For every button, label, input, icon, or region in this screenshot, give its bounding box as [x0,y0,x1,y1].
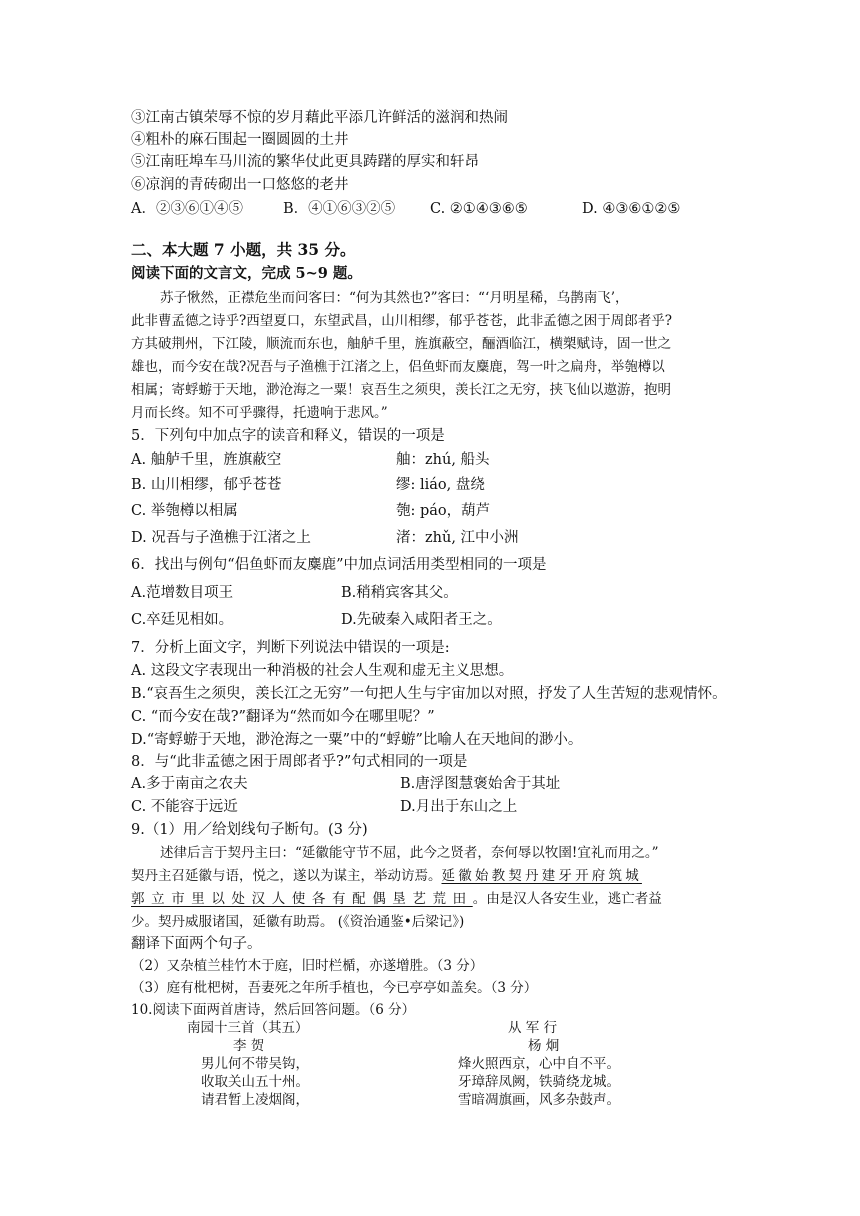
passage-line-1: 苏子愀然，正襟危坐而问客曰：“何为其然也?”客曰：“‘月明星稀，乌鹊南飞’， [160,290,629,306]
poem2-author: 杨 炯 [528,1038,560,1054]
q9-translate-stem: 翻译下面两个句子。 [131,936,262,952]
q5-option-a-gloss: 舳：zhú, 船头 [396,452,490,468]
sort-option-d: D. ④③⑥①②⑤ [582,201,681,217]
q8-option-d: D.月出于东山之上 [400,799,518,815]
q8-stem: 8．与“此非孟德之困于周郎者乎?”句式相同的一项是 [131,754,468,770]
q5-option-d: D. 况吾与子渔樵于江渚之上 [131,530,311,546]
q8-option-b: B.唐浮图慧褒始舍于其址 [400,776,561,792]
sort-item-4: ④粗朴的麻石围起一圈圆圆的土井 [131,132,349,148]
poem1-line-2: 收取关山五十州。 [201,1074,309,1090]
sort-item-3: ③江南古镇荣辱不惊的岁月藉此平添几许鲜活的滋润和热闹 [131,110,508,126]
sort-option-c: C. ②①④③⑥⑤ [430,201,528,217]
q5-option-c-gloss: 匏: páo，葫芦 [396,503,491,519]
q7-option-c: C. “而今安在哉?”翻译为“然而如今在哪里呢？” [131,709,435,725]
poem1-title: 南园十三首（其五） [187,1020,309,1036]
q5-option-b: B. 山川相缪，郁乎苍苍 [131,477,282,493]
poem1-line-3: 请君暂上凌烟阁， [201,1092,309,1108]
q9-passage-line-2 [131,866,642,886]
q9-sub-3: （3）庭有枇杷树，吾妻死之年所手植也，今已亭亭如盖矣。（3 分） [131,980,538,996]
q9-passage-line-4: 少。契丹威服诸国，延徽有助焉。 (《资治通鉴•后梁记》) [131,914,465,930]
poem2-line-2: 牙璋辞凤阙，铁骑绕龙城。 [458,1074,620,1090]
q5-option-c: C. 举匏樽以相属 [131,503,238,519]
sort-options [131,199,680,219]
q7-option-a: A. 这段文字表现出一种消极的社会人生观和虚无主义思想。 [131,663,514,679]
q9-passage-line-1: 述律后言于契丹主曰：“延徽能守节不屈，此今之贤者，奈何辱以牧圉!宜礼而用之。” [160,845,659,861]
q7-stem: 7．分析上面文字，判断下列说法中错误的一项是: [131,640,450,656]
q9-passage-line-3 [131,889,662,909]
q9-passage-line-2-plain: 契丹主召延徽与语，悦之，遂以为谋主，举动访焉。 [131,868,442,884]
q6-option-a: A.范增数目项王 [131,585,234,601]
sort-item-6: ⑥凉润的青砖砌出一口悠悠的老井 [131,177,349,193]
q9-stem: 9.（1）用／给划线句子断句。(3 分) [131,822,368,838]
q7-option-d: D.“寄蜉蝣于天地，渺沧海之一粟”中的“蜉蝣”比喻人在天地间的渺小。 [131,732,583,748]
q9-passage-line-3-plain: 。由是汉人各安生业，逃亡者益 [472,891,662,907]
poem1-line-1: 男儿何不带吴钩， [201,1056,309,1072]
q5-option-d-gloss: 渚：zhǔ, 江中小洲 [396,530,519,546]
q7-option-b: B.“哀吾生之须臾，羡长江之无穷”一句把人生与宇宙加以对照，抒发了人生苦短的悲观情怀。 [131,686,727,702]
sort-option-b: B．④①⑥③②⑤ [283,201,396,217]
q6-stem: 6．找出与例句“侣鱼虾而友麋鹿”中加点词活用类型相同的一项是 [131,557,547,573]
q5-stem: 5．下列句中加点字的读音和释义，错误的一项是 [131,428,445,444]
q8-option-a: A.多于南亩之农夫 [131,776,248,792]
sort-item-5: ⑤江南旺埠车马川流的繁华仗此更具踌躇的厚实和轩昂 [131,154,479,170]
section-instruction: 阅读下面的文言文，完成 5~9 题。 [131,265,362,282]
q6-option-c: C.卒廷见相如。 [131,612,234,628]
q5-option-a: A. 舳舻千里，旌旗蔽空 [131,452,282,468]
poem2-line-1: 烽火照西京，心中自不平。 [458,1056,620,1072]
q9-underlined-sentence-part-2: 郭立市里以处汉人使各有配偶垦艺荒田 [131,891,473,907]
poem2-line-3: 雪暗凋旗画，风多杂鼓声。 [458,1092,620,1108]
passage-line-3: 方其破荆州，下江陵，顺流而东也，舳舻千里，旌旗蔽空，酾酒临江，横槊赋诗，固一世之 [131,336,671,352]
section-heading: 二、本大题 7 小题，共 35 分。 [131,240,356,259]
poem2-title: 从 军 行 [508,1020,558,1036]
q5-option-b-gloss: 缪: liáo, 盘绕 [396,477,485,493]
q8-option-c: C. 不能容于远近 [131,799,238,815]
sort-option-a: A．②③⑥①④⑤ [131,201,243,217]
passage-line-2: 此非曹孟德之诗乎?西望夏口，东望武昌，山川相缪，郁乎苍苍，此非孟德之困于周郎者乎? [131,313,672,329]
poem1-author: 李 贺 [233,1038,265,1054]
q6-option-d: D.先破秦入咸阳者王之。 [341,612,502,628]
q6-option-b: B.稍稍宾客其父。 [341,585,458,601]
q10-stem: 10.阅读下面两首唐诗，然后回答问题。（6 分） [131,1002,416,1018]
passage-line-4: 雄也，而今安在哉?况吾与子渔樵于江渚之上，侣鱼虾而友麋鹿，驾一叶之扁舟，举匏樽以 [131,359,665,375]
passage-line-5: 相属；寄蜉蝣于天地，渺沧海之一粟！哀吾生之须臾，羡长江之无穷，挟飞仙以遨游，抱明 [131,382,671,398]
q9-sub-2: （2）又杂植兰桂竹木于庭，旧时栏楯，亦遂增胜。（3 分） [131,958,484,974]
passage-line-6: 月而长终。知不可乎骤得，托遗响于悲风。” [131,405,388,421]
q9-underlined-sentence-part-1: 延徽始教契丹建牙开府筑城 [441,868,642,884]
